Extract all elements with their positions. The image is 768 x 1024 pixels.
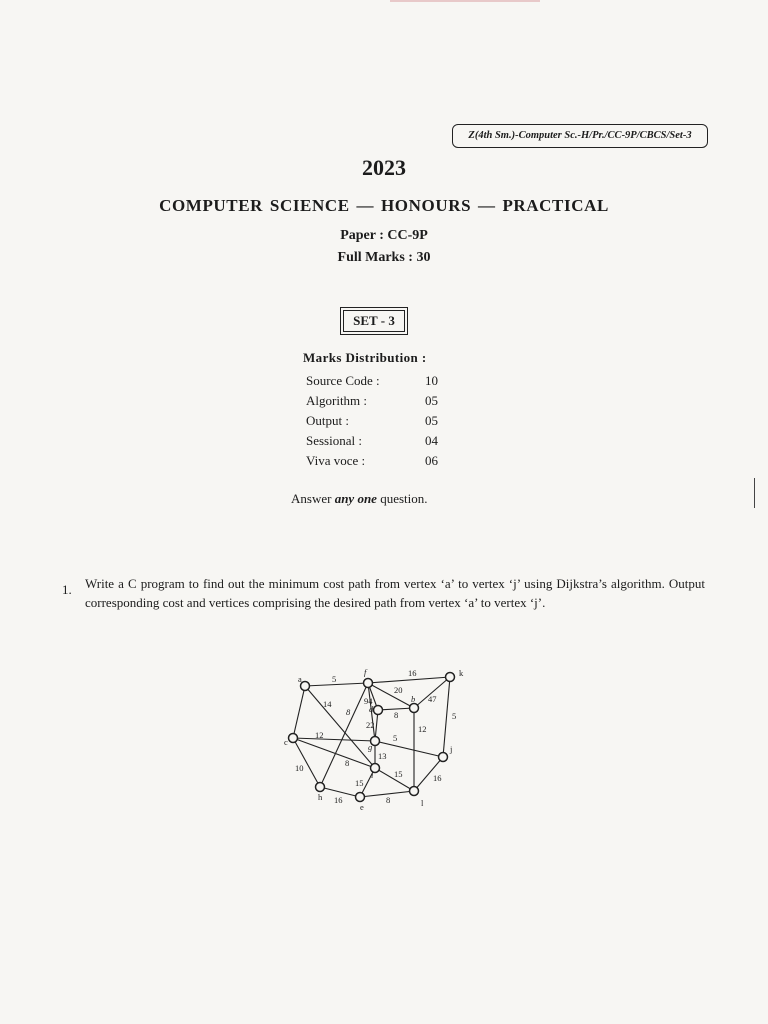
set-label: SET - 3 xyxy=(343,310,405,332)
dist-value: 10 xyxy=(425,373,438,388)
question-number: 1. xyxy=(62,582,72,597)
margin-mark xyxy=(754,478,755,508)
edge-weight: 16 xyxy=(433,773,442,783)
edge-weight: 12 xyxy=(315,730,324,740)
vertex-node xyxy=(446,673,455,682)
dist-row-algorithm xyxy=(306,393,446,413)
vertex-label: i xyxy=(371,770,374,780)
edge-weight: 94 xyxy=(364,696,373,706)
answer-instruction xyxy=(291,491,428,507)
dist-value: 05 xyxy=(425,393,438,408)
vertex-label: c xyxy=(284,737,288,747)
dist-value: 04 xyxy=(425,433,438,448)
edge-weight: 5 xyxy=(452,711,457,721)
instruction-prefix: Answer xyxy=(291,491,332,506)
edge-weight: 8 xyxy=(346,707,351,717)
top-edge-tint xyxy=(390,0,540,2)
dist-value: 06 xyxy=(425,453,438,468)
dist-row-viva-voce xyxy=(306,453,446,473)
vertex-node xyxy=(301,682,310,691)
edge-weight: 15 xyxy=(394,769,403,779)
instruction-emphasis: any one xyxy=(334,491,377,506)
graph-diagram xyxy=(280,660,480,820)
dist-row-sessional xyxy=(306,433,446,453)
edge-weight: 47 xyxy=(428,694,437,704)
vertex-node xyxy=(410,704,419,713)
vertex-node xyxy=(364,679,373,688)
edge-weight: 16 xyxy=(408,668,417,678)
dist-label: Source Code : xyxy=(306,373,380,388)
exam-year: 2023 xyxy=(362,155,406,180)
vertex-label: f xyxy=(364,667,367,677)
edge-weight: 8 xyxy=(345,758,350,768)
vertex-label: a xyxy=(298,674,302,684)
vertex-node xyxy=(356,793,365,802)
vertex-label: b xyxy=(411,694,416,704)
full-marks: Full Marks : 30 xyxy=(337,250,431,265)
question-text: Write a C program to find out the minimum cost path from vertex ‘a’ to vertex ‘j’ using Dijkstra’s algorithm. Output corresponding cost and vertices comprising the desired path from vertex ‘a’ to vertex ‘j’. xyxy=(85,576,705,610)
vertex-label: k xyxy=(459,668,464,678)
dist-row-source-code xyxy=(306,373,446,393)
marks-distribution-title: Marks Distribution : xyxy=(303,350,427,365)
vertex-label: d xyxy=(369,704,374,714)
edge-weight: 5 xyxy=(332,674,337,684)
edge-weight: 13 xyxy=(378,751,387,761)
vertex-label: h xyxy=(318,792,323,802)
dist-value: 05 xyxy=(425,413,438,428)
dist-label: Algorithm : xyxy=(306,393,368,408)
vertex-label: g xyxy=(368,742,373,752)
edge-weight: 14 xyxy=(323,699,332,709)
exam-title: COMPUTER SCIENCE — HONOURS — PRACTICAL xyxy=(159,196,609,215)
vertex-node xyxy=(289,734,298,743)
edge-weight: 5 xyxy=(393,733,398,743)
vertex-node xyxy=(374,706,383,715)
edge-weight: 16 xyxy=(334,795,343,805)
vertex-node xyxy=(316,783,325,792)
edge-weight: 22 xyxy=(366,720,375,730)
vertex-label: e xyxy=(360,802,364,812)
dist-label: Sessional : xyxy=(306,433,362,448)
edge-weight: 8 xyxy=(394,710,399,720)
vertex-node xyxy=(439,753,448,762)
edge-weight: 10 xyxy=(295,763,304,773)
edge-weight: 20 xyxy=(394,685,403,695)
paper-code-tag: Z(4th Sm.)-Computer Sc.-H/Pr./CC-9P/CBCS/Set-3 xyxy=(452,124,708,148)
instruction-suffix: question. xyxy=(380,491,428,506)
edge-weight: 15 xyxy=(355,778,364,788)
edge-weight: 8 xyxy=(386,795,391,805)
dist-label: Output : xyxy=(306,413,349,428)
edge-weight: 12 xyxy=(418,724,427,734)
vertex-node xyxy=(410,787,419,796)
vertex-label: l xyxy=(421,798,424,808)
paper-code: Paper : CC-9P xyxy=(340,228,428,243)
dist-row-output xyxy=(306,413,446,433)
dist-label: Viva voce : xyxy=(306,453,366,468)
vertex-label: j xyxy=(450,744,453,754)
